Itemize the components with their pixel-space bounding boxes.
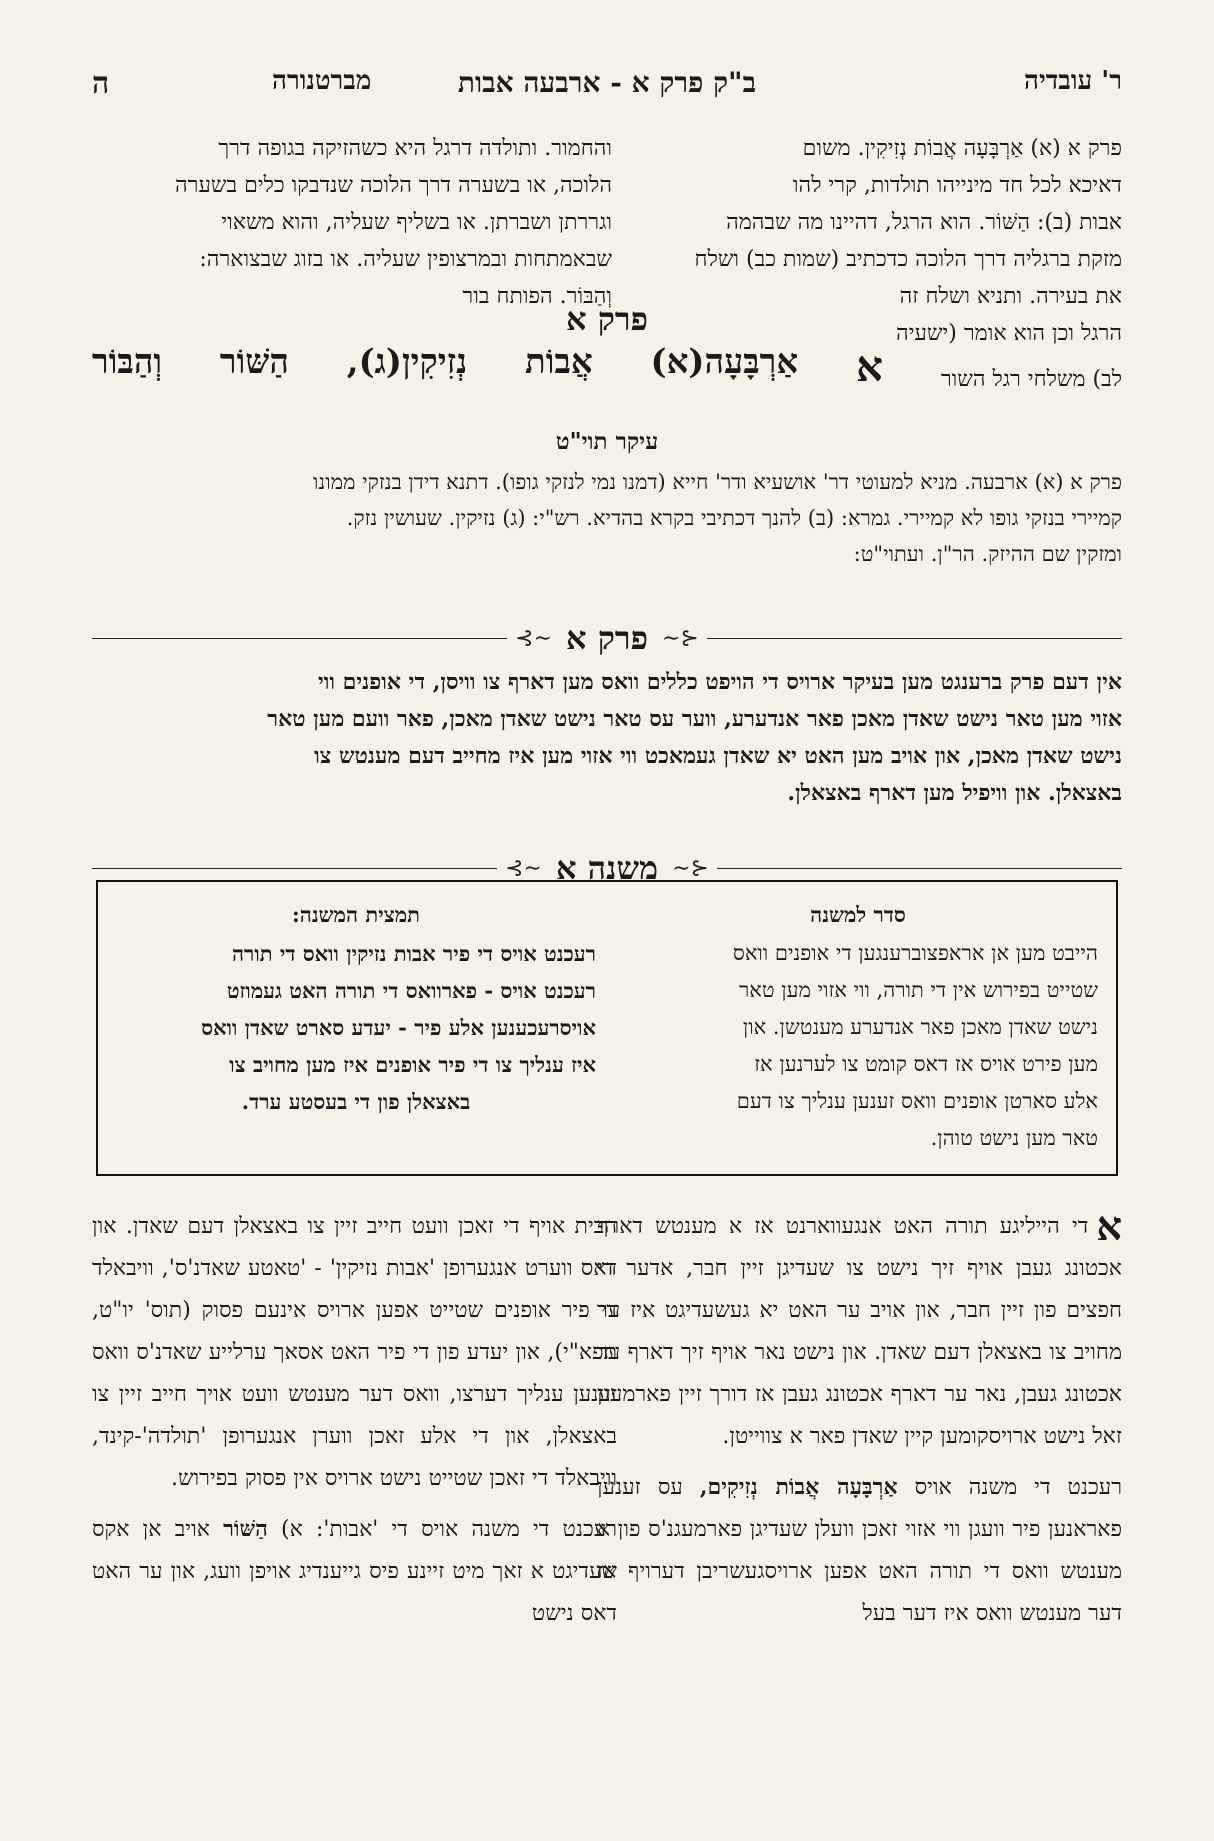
commentary-line: הרגל וכן הוא אומר (ישעיה — [896, 321, 1122, 346]
intro-line: נישט שאדן מאכן, און אויב מען האט יא שאדן געמאכט ווי אזוי מען איז מחייב דעם מענטש צו — [314, 743, 1122, 769]
header-commentary-name: מברטנורה — [272, 66, 372, 96]
divider-label: משנה א — [555, 849, 659, 887]
box-line: טאר מען נישט טוהן. — [930, 1126, 1098, 1150]
paragraph-text: רעכנט די משנה אויס די 'אבות': א) — [280, 1517, 617, 1542]
paragraph-initial: א — [1096, 1203, 1122, 1250]
commentary-line: לב) משלחי רגל השור — [940, 367, 1122, 392]
explanation-paragraph — [597, 1203, 1123, 1458]
commentary-line: וגררתן ושברתן. או בשליף שעליה, והוא משאוי — [221, 210, 612, 235]
mishna-word: אֲבוֹת — [525, 342, 593, 382]
box-line: מען פירט אויס אז דאס קומט צו לערנען אז — [754, 1052, 1098, 1076]
commentary-line: והחמור. ותולדה דרגל היא כשהזיקה בגופה דרך — [218, 136, 612, 161]
mishna-summary-box — [96, 880, 1118, 1176]
mishna-word: וְהַבּוֹר — [92, 342, 163, 382]
divider-line — [707, 638, 1122, 639]
mishna-word: אַרְבָּעָה(א) — [650, 342, 799, 382]
ornament-icon: ⊰∽ — [661, 625, 699, 651]
intro-line: אין דעם פרק ברענגט מען בעיקר ארויס די הויפט כללים וואס מען דארף צו וויסן, די אופנים ווי — [317, 669, 1122, 695]
paragraph-bold-term: הַשּׁוֹר — [223, 1516, 268, 1542]
box-line: הייבט מען אן אראפצוברענגען די אופנים וואס — [732, 941, 1098, 965]
explanation-paragraph — [92, 1508, 617, 1635]
ornament-icon: ⊰∽ — [672, 855, 709, 881]
ikar-line: פרק א (א) ארבעה. מניא למעוטי דר' אושעיא ודר' חייא (דמנו נמי לנזקי גופו). דתנא דידן בנזקי ממונו — [313, 470, 1122, 494]
explanation-right-column — [597, 1203, 1123, 1643]
paragraph-text: רעכנט די משנה אויס — [914, 1475, 1123, 1500]
header-commentator: ר' עובדיה — [1024, 66, 1122, 96]
divider-line — [92, 638, 507, 639]
paragraph-text: די הייליגע תורה האט אנגעווארנט אז א מענטש דארף אכטונג געבן אויף זיך נישט צו שעדיגן זיין חבר, אדער די חפצים פון זיין חבר, און אויב ער האט יא געשעדיגט איז ער מחויב צו באצאלן דעם שאדן. און נישט נאר אויף זיך דארף ער אכטונג געבן, נאר ער דארף אכטונג געבן אז דורך זיין פארמעגן זאל נישט ארויסקומען קיין שאדן פאר א צווייטן. — [597, 1214, 1123, 1449]
commentary-line: אבות (ב): הַשּׁוֹר. הוא הרגל, דהיינו מה שבהמה — [726, 210, 1122, 235]
header-title: ב"ק פרק א - ארבעה אבות — [457, 66, 757, 99]
explanation-left-column — [92, 1206, 617, 1643]
mishna-word: נְזִיקִין(ג), — [346, 342, 468, 382]
paragraph-text: אויב אן אקס שעדיגט א זאך מיט זיינע פיס גייענדיג אויפן וועג, און ער האט דאס נישט — [92, 1517, 617, 1626]
mishna-word: הַשּׁוֹר — [219, 342, 289, 382]
summary-heading: תמצית המשנה: — [292, 902, 420, 927]
divider-line — [92, 868, 497, 869]
box-line: רעכנט אויס די פיר אבות נזיקין וואס די תורה — [231, 941, 596, 966]
box-line: רעכנט אויס - פארוואס די תורה האט געמוזט — [226, 978, 596, 1003]
explanation-paragraph: הבית אויף די זאכן וועט חייב זיין צו באצאלן דעם שאדן. און דאס ווערט אנגערופן 'אבות נזיקין' - 'טאטע שאדנ'ס', וויבאלד די פיר אופנים שטייט אפען ארויס אינעם פסוק (תוס' יו"ט, תפא"י), און יעדע פון די פיר האט אסאך ערלייע שאדנ'ס וואס זענען ענליך דערצו, וואס דער מענטש וועט אויך חייב זיין צו באצאלן, און די אלע זאכן ווערן אנגערופן 'תולדה'-קינד, וויבאלד די זאכן שטייט נישט ארויס אין פסוק בפירוש. — [92, 1214, 617, 1491]
bartenura-left-column — [92, 130, 612, 315]
ikar-tosafot-title: עיקר תוי"ט — [555, 428, 659, 455]
paragraph-text: עס זענען פאראנען פיר וועגן ווי אזוי זאכן וועלן שעדיגן פארמעגנ'ס פון א מענטש וואס די תורה האט אפען ארויסגעשריבן דערויף אז דער מענטש וואס איז דער בעל — [597, 1475, 1122, 1626]
intro-line: באצאלן. און וויפיל מען דארף באצאלן. — [787, 780, 1122, 806]
box-line: שטייט בפירוש אין די תורה, ווי אזוי מען טאר — [738, 978, 1098, 1002]
ikar-line: ומזקין שם ההיזק. הר"ן. ועתוי"ט: — [853, 542, 1122, 566]
chapter-title: פרק א — [566, 300, 648, 338]
explanation-paragraph — [597, 1466, 1122, 1635]
ornament-icon: ∽⊱ — [505, 855, 542, 881]
ornament-icon: ∽⊱ — [515, 625, 553, 651]
page-header — [92, 66, 1122, 106]
divider-line — [717, 868, 1122, 869]
commentary-line: מזקת ברגליה דרך הלוכה כדכתיב (שמות כב) ושלח — [694, 247, 1122, 272]
box-line: באצאלן פון די בעסטע ערד. — [241, 1089, 471, 1114]
ikar-tosafot-text — [92, 464, 1122, 572]
ikar-line: קמיירי בנזקי גופו לא קמיירי. גמרא: (ב) להנך דכתיבי בקרא בהדיא. רש"י: (ג) נזיקין. שעושין נזק. — [346, 506, 1122, 530]
box-line: נישט שאדן מאכן פאר אנדערע מענטשן. און — [742, 1015, 1098, 1039]
mishna-summary — [116, 896, 596, 1120]
paragraph-bold-term: אַרְבָּעָה אֲבוֹת נְזִיקִים, — [699, 1474, 898, 1500]
commentary-line: פרק א (א) אַרְבָּעָה אֲבוֹת נְזִיקִין. משום — [802, 136, 1122, 161]
chapter-intro — [92, 664, 1122, 812]
commentary-line: וְהַבּוֹר. הפותח בור — [462, 284, 612, 309]
box-line: איז ענליך צו די פיר אופנים איז מען מחויב צו — [229, 1052, 596, 1077]
mishna-marker: א — [856, 342, 883, 391]
divider-label: פרק א — [566, 619, 648, 657]
intro-line: אזוי מען טאר נישט שאדן מאכן פאר אנדערע, ווער עס טאר נישט שאדן מאכן, פאר וועם מען טאר — [267, 706, 1122, 732]
mishna-text — [92, 342, 1122, 392]
order-of-mishna — [618, 896, 1098, 1157]
commentary-line: דאיכא לכל חד מינייהו תולדות, קרי להו — [792, 173, 1122, 198]
chapter-divider — [92, 618, 1122, 658]
box-line: אויסרעכענען אלע פיר - יעדע סארט שאדן וואס — [201, 1015, 596, 1040]
commentary-line: שבאמתחות ובמרצופין שעליה. או בזוג שבצוארה: — [199, 247, 612, 272]
commentary-line: הלוכה, או בשערה דרך הלוכה שנדבקו כלים בשערה — [175, 173, 612, 198]
box-line: אלע סארטן אופנים וואס זענען ענליך צו דעם — [736, 1089, 1098, 1113]
commentary-line: את בעירה. ותניא ושלח זה — [899, 284, 1122, 309]
page-number: ה — [92, 66, 110, 101]
order-heading: סדר למשנה — [810, 902, 906, 927]
